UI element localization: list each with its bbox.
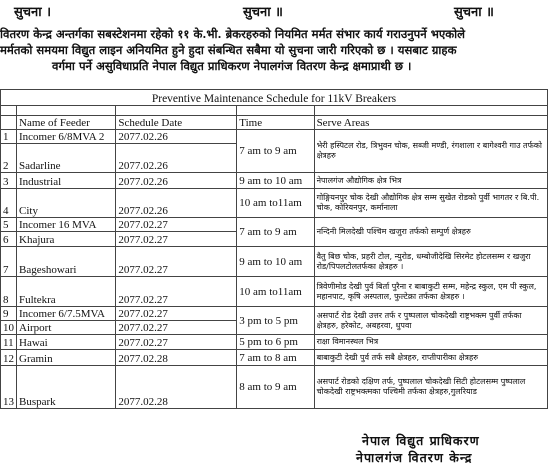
table-title: Preventive Maintenance Schedule for 11kV Breakers bbox=[1, 90, 548, 106]
time-cell: 7 am to 8 am bbox=[237, 350, 314, 366]
schedule-date: 2077.02.27 bbox=[116, 247, 237, 277]
time-cell: 10 am to11am bbox=[237, 189, 314, 218]
serve-area: नन्दिनी मिलदेखी पश्चिम खजुरा तर्फको सम्पुर्ण क्षेत्रहरु bbox=[314, 218, 547, 247]
column-header: Schedule Date bbox=[116, 116, 237, 130]
feeder-name: Incomer 6/7.5MVA bbox=[17, 307, 116, 321]
column-header: Time bbox=[237, 116, 314, 130]
time-cell: 9 am to 10 am bbox=[237, 247, 314, 277]
feeder-name: City bbox=[17, 189, 116, 218]
table-row bbox=[1, 189, 548, 218]
serve-area: राक्षा विमानस्थल भित्र bbox=[314, 335, 547, 350]
serve-area: भेरी हस्पिटल रोड, त्रिभुवन चोक, सब्जी मण्डी, रंगशाला र बागेश्वरी गाउ तर्फको क्षेत्रहरु bbox=[314, 130, 547, 173]
table-row bbox=[1, 277, 548, 307]
row-number: 12 bbox=[1, 350, 17, 366]
row-number: 4 bbox=[1, 189, 17, 218]
column-header: Serve Areas bbox=[314, 116, 547, 130]
schedule-date: 2077.02.27 bbox=[116, 321, 237, 335]
table-row bbox=[1, 218, 548, 232]
schedule-date: 2077.02.27 bbox=[116, 232, 237, 247]
schedule-date: 2077.02.27 bbox=[116, 277, 237, 307]
schedule-date: 2077.02.28 bbox=[116, 350, 237, 366]
table-row bbox=[1, 335, 548, 350]
time-cell: 7 am to 9 am bbox=[237, 218, 314, 247]
feeder-name: Airport bbox=[17, 321, 116, 335]
serve-area: नेपालगंज औद्योगिक क्षेत्र भित्र bbox=[314, 173, 547, 189]
notice-line: वितरण केन्द्र अन्तर्गका सबस्टेशनमा रहेको ११ के.भी. ब्रेकरहरुको नियमित मर्मत संभार कार्य गराउनुपर्ने भएकोले bbox=[0, 27, 466, 41]
row-number: 13 bbox=[1, 366, 17, 409]
row-number: 11 bbox=[1, 335, 17, 350]
schedule-date: 2077.02.26 bbox=[116, 173, 237, 189]
notice-paragraph bbox=[0, 26, 548, 74]
time-cell: 9 am to 10 am bbox=[237, 173, 314, 189]
notice-line: मर्मतको समयमा विद्युत लाइन अनियमित हुने हुदा संबन्धित सबैमा यो सुचना जारी गरिएको छ । यसबाट ग्राहक bbox=[0, 43, 457, 57]
schedule-date: 2077.02.28 bbox=[116, 366, 237, 409]
table-row bbox=[1, 350, 548, 366]
time-cell: 3 pm to 5 pm bbox=[237, 307, 314, 335]
signature-line-center: नेपालगंज वितरण केन्द्र bbox=[356, 450, 473, 465]
time-cell: 8 am to 9 am bbox=[237, 366, 314, 409]
header-notice-1: सुचना । bbox=[14, 5, 52, 20]
feeder-name: Hawai bbox=[17, 335, 116, 350]
time-cell: 5 pm to 6 pm bbox=[237, 335, 314, 350]
table-row bbox=[1, 307, 548, 321]
time-cell: 7 am to 9 am bbox=[237, 130, 314, 173]
row-number: 8 bbox=[1, 277, 17, 307]
row-number: 1 bbox=[1, 130, 17, 144]
notice-line: वर्गमा पर्ने असुविधाप्रति नेपाल विद्युत प्राधिकरण नेपालगंज वितरण केन्द्र क्षमाप्राथी छ । bbox=[52, 59, 412, 73]
header-notice-3: सुचना ॥ bbox=[454, 5, 494, 20]
header-notice-2: सुचना ॥ bbox=[243, 5, 283, 20]
row-number: 7 bbox=[1, 247, 17, 277]
maintenance-schedule-table bbox=[0, 89, 548, 409]
schedule-date: 2077.02.26 bbox=[116, 130, 237, 144]
row-number: 5 bbox=[1, 218, 17, 232]
feeder-name: Fultekra bbox=[17, 277, 116, 307]
schedule-date: 2077.02.26 bbox=[116, 144, 237, 173]
schedule-date: 2077.02.26 bbox=[116, 189, 237, 218]
feeder-name: Buspark bbox=[17, 366, 116, 409]
feeder-name: Bageshowari bbox=[17, 247, 116, 277]
schedule-date: 2077.02.27 bbox=[116, 218, 237, 232]
row-number: 3 bbox=[1, 173, 17, 189]
table-row bbox=[1, 366, 548, 409]
table-row bbox=[1, 173, 548, 189]
row-number: 9 bbox=[1, 307, 17, 321]
feeder-name: Incomer 16 MVA bbox=[17, 218, 116, 232]
serve-area: बाबाकुटी देखी पुर्व तर्फ सबै क्षेत्रहरु, राप्तीपारीका क्षेत्रहरु bbox=[314, 350, 547, 366]
row-number: 10 bbox=[1, 321, 17, 335]
table-header-row bbox=[1, 116, 548, 130]
serve-area: असपार्ट रोड देखी उत्तर तर्फ र पुष्पलाल चोकदेखी राष्ट्रभक्त्म पुर्वी तर्फका क्षेत्रहरु, हरेकोट, अबहरवा, धुपवा bbox=[314, 307, 547, 335]
row-number: 6 bbox=[1, 232, 17, 247]
feeder-name: Khajura bbox=[17, 232, 116, 247]
table-row bbox=[1, 130, 548, 144]
schedule-date: 2077.02.27 bbox=[116, 307, 237, 321]
serve-area: असपार्ट रोडको दक्षिण तर्फ, पुष्पलाल चोकदेखी सिटी होटलसम्म पुष्पलाल चोकदेखी राष्ट्रभक्त्मका पश्चिमी तर्फका क्षेत्रहरु,गुलरियाड bbox=[314, 366, 547, 409]
feeder-name: Industrial bbox=[17, 173, 116, 189]
feeder-name: Sadarline bbox=[17, 144, 116, 173]
serve-area: त्रिवेणीमोड देखी पुर्व बिर्ता पुरैना र बाबाकुटी सम्म, महेन्द्र स्कुल, एम पी स्कुल, महानपाट, कृषि अस्पताल, फुल्टेक्रा तर्फका क्षेत्रहरु । bbox=[314, 277, 547, 307]
serve-area: वैतु बिछ चोक, प्रहरी टोल, न्युरोड, धम्बोजीदेखि सिरमेट होटलसम्म र खजुरा रोड/पिपलटोलतर्फका क्षेत्रहरु । bbox=[314, 247, 547, 277]
signature-line-authority: नेपाल विद्युत प्राधिकरण bbox=[362, 433, 480, 448]
time-cell: 10 am to11am bbox=[237, 277, 314, 307]
table-row bbox=[1, 247, 548, 277]
row-number: 2 bbox=[1, 144, 17, 173]
column-header: Name of Feeder bbox=[17, 116, 116, 130]
feeder-name: Gramin bbox=[17, 350, 116, 366]
schedule-date: 2077.02.27 bbox=[116, 335, 237, 350]
feeder-name: Incomer 6/8MVA 2 bbox=[17, 130, 116, 144]
column-header bbox=[1, 116, 17, 130]
serve-area: गोङ्गियनपुर चोक देखी औद्योगिक क्षेत्र सम्म सुखेत रोडको पुर्वी भागतर र बि.पी. चोक, कोरियनपुर, कर्मानाला bbox=[314, 189, 547, 218]
